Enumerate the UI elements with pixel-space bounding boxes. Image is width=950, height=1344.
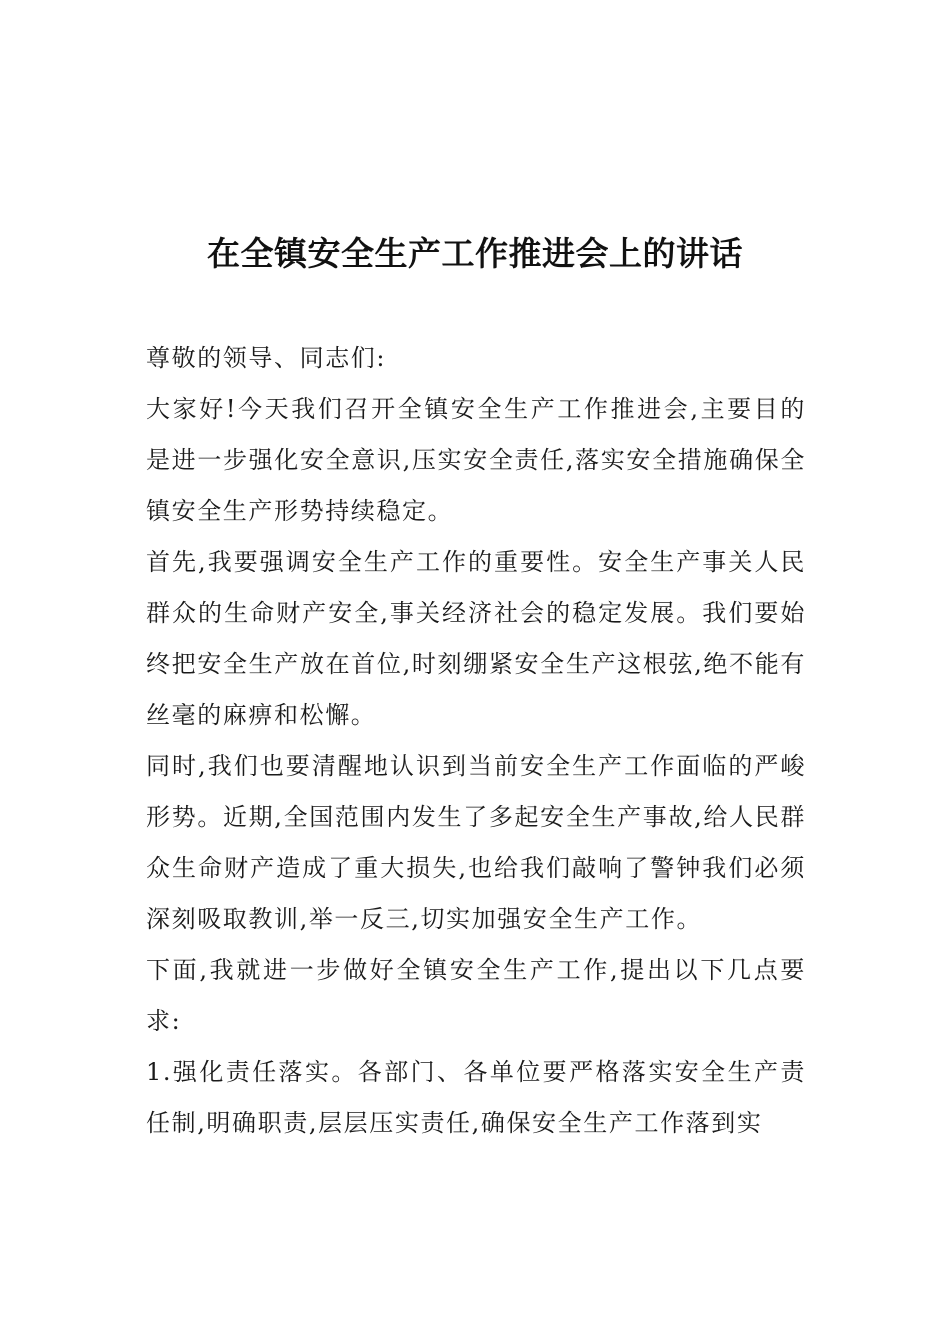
paragraph-importance: 首先,我要强调安全生产工作的重要性。安全生产事关人民群众的生命财产安全,事关经济社会的稳定发展。我们要始终把安全生产放在首位,时刻绷紧安全生产这根弦,绝不能有丝毫的麻痹和松懈。 [146, 548, 806, 729]
paragraph-requirements-intro: 下面,我就进一步做好全镇安全生产工作,提出以下几点要求: [146, 956, 806, 1035]
document-title: 在全镇安全生产工作推进会上的讲话 [207, 234, 743, 274]
salutation: 尊敬的领导、同志们: [146, 344, 387, 372]
document-body [146, 333, 806, 1149]
paragraph-situation: 同时,我们也要清醒地认识到当前安全生产工作面临的严峻形势。近期,全国范围内发生了多起安全生产事故,给人民群众生命财产造成了重大损失,也给我们敲响了警钟我们必须深刻吸取教训,举一反三,切实加强安全生产工作。 [146, 752, 806, 933]
paragraph-requirement-1: 1.强化责任落实。各部门、各单位要严格落实安全生产责任制,明确职责,层层压实责任,确保安全生产工作落到实 [146, 1058, 806, 1137]
paragraph-greeting: 大家好!今天我们召开全镇安全生产工作推进会,主要目的是进一步强化安全意识,压实安全责任,落实安全措施确保全镇安全生产形势持续稳定。 [146, 395, 806, 525]
